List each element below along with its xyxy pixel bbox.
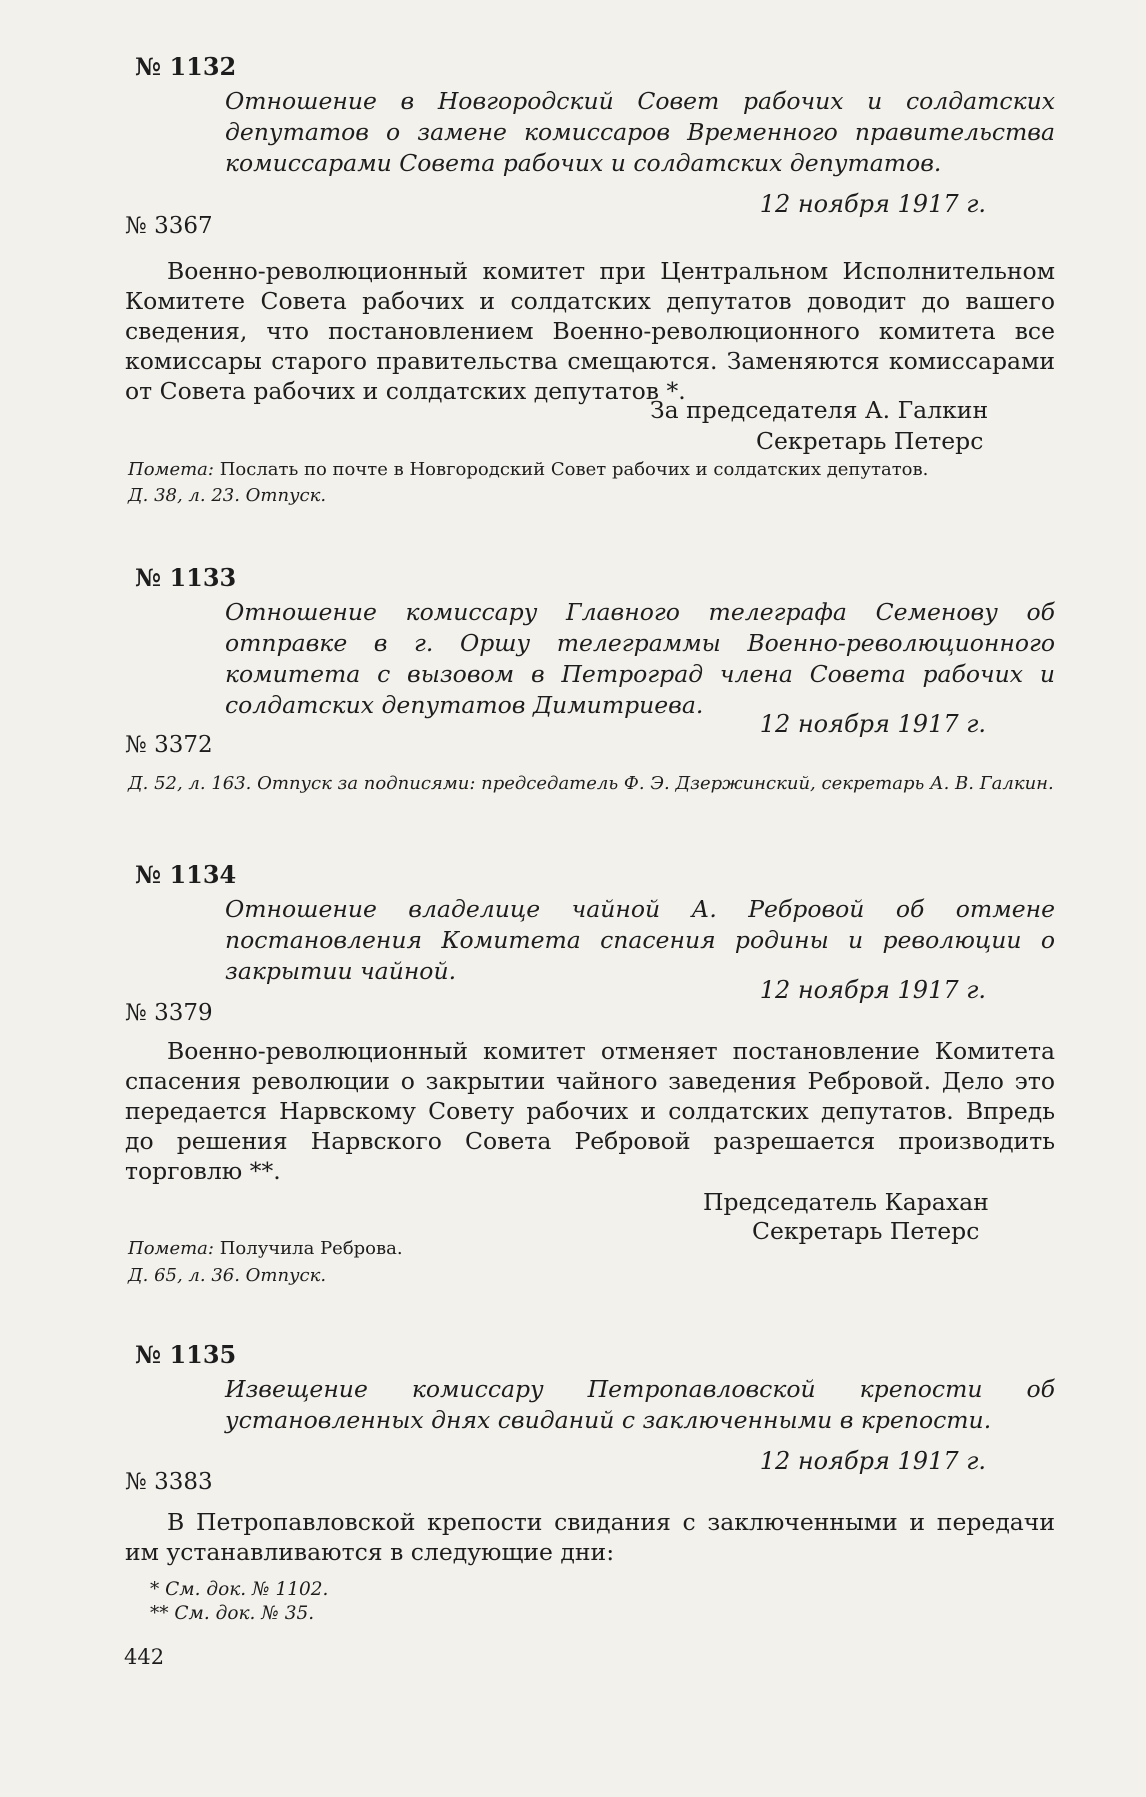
doc-1135-number: № 1135: [135, 1340, 237, 1369]
doc-1134-signature-1: Председатель Карахан: [703, 1188, 989, 1216]
doc-1134-note-text: Получила Реброва.: [219, 1238, 403, 1259]
doc-1132-out-number: № 3367: [125, 213, 213, 239]
doc-1134-note: [128, 1237, 403, 1261]
doc-1135-out-number: № 3383: [125, 1469, 213, 1495]
doc-1132-date: 12 ноября 1917 г.: [759, 190, 986, 218]
doc-1132-note: [128, 458, 928, 482]
doc-1134-number: № 1134: [135, 860, 237, 889]
doc-1134-note-label: Помета:: [128, 1238, 214, 1259]
doc-1134-archive: Д. 65, л. 36. Отпуск.: [128, 1265, 327, 1286]
page-number: 442: [124, 1645, 165, 1669]
doc-1134-out-number: № 3379: [125, 1000, 213, 1026]
doc-1134-date: 12 ноября 1917 г.: [759, 976, 986, 1004]
doc-1135-heading: Извещение комиссару Петропавловской крепости об установленных днях свиданий с заключенными в крепости.: [225, 1375, 1055, 1434]
doc-1134-body: Военно-революционный комитет отменяет постановление Комитета спасения революции о закрытии чайного заведения Ребровой. Дело это передается Нарвскому Совету рабочих и солдатских депутатов. Впредь до решения Нарвского Совета Ребровой разрешается производить торговлю **.: [125, 1037, 1055, 1185]
doc-1134-heading: Отношение владелице чайной А. Ребровой об отмене постановления Комитета спасения родины и революции о закрытии чайной.: [225, 895, 1055, 985]
doc-1132-signature-1: За председателя А. Галкин: [650, 396, 989, 424]
doc-1133-number: № 1133: [135, 563, 237, 592]
doc-1132-body: Военно-революционный комитет при Центральном Исполнительном Комитете Совета рабочих и солдатских депутатов доводит до вашего сведения, что постановлением Военно-революционного комитета все комиссары старого правительства смещаются. Заменяются комиссарами от Совета рабочих и солдатских депутатов *.: [125, 257, 1055, 405]
doc-1134-signature-2: Секретарь Петерс: [752, 1217, 980, 1245]
doc-1132-heading: Отношение в Новгородский Совет рабочих и солдатских депутатов о замене комиссаров Временного правительства комиссарами Совета рабочих и солдатских депутатов.: [225, 87, 1055, 177]
doc-1133-archive: Д. 52, л. 163. Отпуск за подписями: председатель Ф. Э. Дзержинский, секретарь А. В. Галкин.: [128, 773, 1054, 794]
doc-1132-signature-2: Секретарь Петерс: [756, 427, 984, 455]
footnote-1: * См. док. № 1102.: [150, 1579, 329, 1600]
footnote-2: ** См. док. № 35.: [150, 1603, 315, 1624]
doc-1132-note-label: Помета:: [128, 459, 214, 480]
doc-1132-note-text: Послать по почте в Новгородский Совет рабочих и солдатских депутатов.: [219, 459, 929, 480]
doc-1135-date: 12 ноября 1917 г.: [759, 1447, 986, 1475]
footnotes: [150, 1578, 328, 1626]
doc-1132-archive: Д. 38, л. 23. Отпуск.: [128, 485, 327, 506]
doc-1132-number: № 1132: [135, 52, 237, 81]
doc-1133-date: 12 ноября 1917 г.: [759, 710, 986, 738]
doc-1133-heading: Отношение комиссару Главного телеграфа Семенову об отправке в г. Оршу телеграммы Военно-революционного комитета с вызовом в Петроград члена Совета рабочих и солдатских депутатов Димитриева.: [225, 598, 1055, 719]
doc-1135-body: В Петропавловской крепости свидания с заключенными и передачи им устанавливаются в следующие дни:: [125, 1508, 1055, 1566]
doc-1133-out-number: № 3372: [125, 732, 213, 758]
